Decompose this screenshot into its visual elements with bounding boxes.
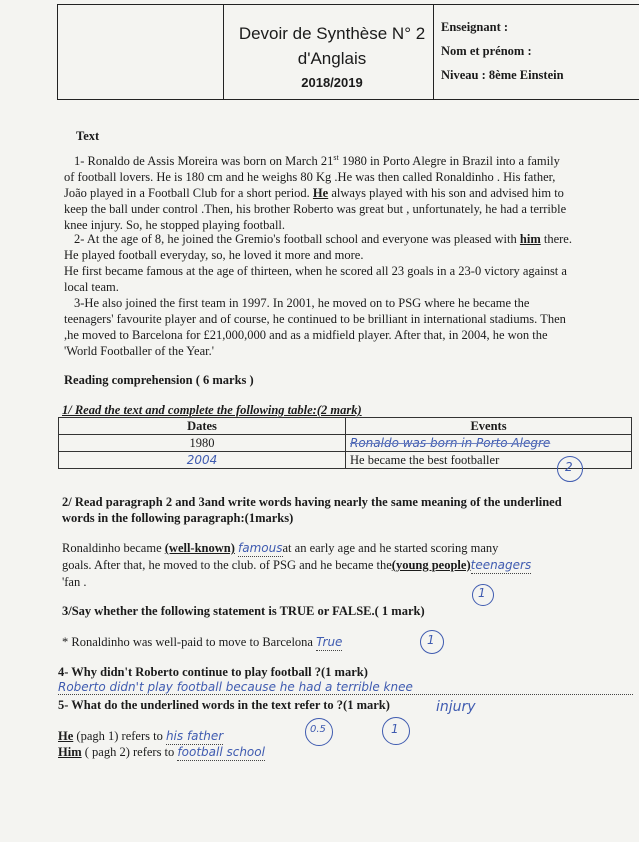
p2-line4: local team. [64,280,119,294]
table-row [59,435,632,452]
p1-line5: knee injury. So, he stopped playing football. [64,218,286,233]
q2-instruction-line1: 2/ Read paragraph 2 and 3and write words having nearly the same meaning of the underlined [62,495,562,509]
p2-line2: He played football everyday, so, he loved it more and more. [64,248,364,262]
events-table [58,417,632,469]
reading-heading: Reading comprehension ( 6 marks ) [64,373,254,387]
paragraph-2 [64,231,634,295]
p1-line3: João played in a Football Club for a short period. He always played with his son and advised him to [64,186,564,201]
q2-instruction [62,494,637,526]
q3-mark: 1 [427,633,435,647]
p3-line2: teenagers' favourite player and of course, he continued to be brilliant in international stadiums. Then [64,312,566,326]
q5-he-line: He (pagh 1) refers to his father [58,729,224,743]
p3-line3: ,he moved to Barcelona for £21,000,000 and as a midfield player. After that, in 2004, he won the [64,328,548,342]
q2-instruction-line2: words in the following paragraph:(1marks) [62,511,294,525]
date-cell: 1980 [59,435,346,452]
q5-him-answer: football school [177,745,265,759]
table-row [59,452,632,469]
table-header-row [59,418,632,435]
doc-title: Devoir de Synthèse N° 2 [238,24,426,43]
q2-answer2: teenagers [470,558,532,572]
q2-answer1: famous [238,541,283,555]
q2-line2: goals. After that, he moved to the club. of PSG and he became the(young people)teenagers [62,558,532,572]
q3-answer: True [316,635,343,649]
paragraph-1 [64,150,634,233]
name-label: Nom et prénom : [441,44,532,58]
p3-line1: 3-He also joined the first team in 1997. In 2001, he moved on to PSG where he became the [74,296,530,310]
q3-statement: * Ronaldinho was well-paid to move to Barcelona True [62,635,343,649]
event-cell: Ronaldo was born in Porto Alegre [346,435,632,452]
q5-instruction: 5- What do the underlined words in the text refer to ?(1 mark) [58,698,390,712]
level-label: Niveau : 8ème Einstein [441,68,564,82]
p3-line4: 'World Footballer of the Year.' [64,344,215,358]
q2-mark: 1 [478,586,486,600]
q4-answer: Roberto didn't play football because he had a terrible knee [58,680,633,695]
school-year: 2018/2019 [301,75,363,90]
q3-instruction: 3/Say whether the following statement is TRUE or FALSE.( 1 mark) [62,604,425,618]
q1-instruction: 1/ Read the text and complete the following table:(2 mark) [62,403,362,417]
q2-line3: 'fan . [62,575,87,589]
p1-line2: of football lovers. He is 180 cm and he weighs 80 Kg .He was then called Ronaldinho . His father, [64,170,556,185]
q5-he-answer: his father [165,729,224,743]
q5-him-line: Him ( pagh 2) refers to football school [58,745,265,759]
p2-line3: He first became famous at the age of thirteen, when he scored all 23 goals in a 23-0 victory against a [64,264,567,278]
event-cell: He became the best footballer [346,452,632,469]
q2-line1: Ronaldinho became (well-known) famousat an early age and he started scoring many [62,541,499,555]
q2-paragraph [62,540,637,590]
paragraph-3 [64,295,634,359]
doc-subject: d'Anglais [297,49,367,68]
q5-side-answer: injury [436,699,476,715]
text-heading: Text [76,129,100,143]
p1-line4: keep the ball under control .Then, his brother Roberto was great but , unfortunately, he had a terrible [64,202,567,217]
date-cell: 2004 [59,452,346,469]
p1-line1: 1- Ronaldo de Assis Moreira was born on March 21st 1980 in Porto Alegre in Brazil into a family [74,153,560,169]
q5-mark1: 0.5 [310,724,326,735]
header-dates: Dates [59,418,346,435]
q4-instruction: 4- Why didn't Roberto continue to play football ?(1 mark) [58,665,368,679]
header-events: Events [346,418,632,435]
teacher-label: Enseignant : [441,20,509,34]
q5-mark2: 1 [391,722,399,736]
q1-mark: 2 [565,460,573,474]
p2-line1: 2- At the age of 8, he joined the Gremio's football school and everyone was pleased with him there. [74,232,572,246]
